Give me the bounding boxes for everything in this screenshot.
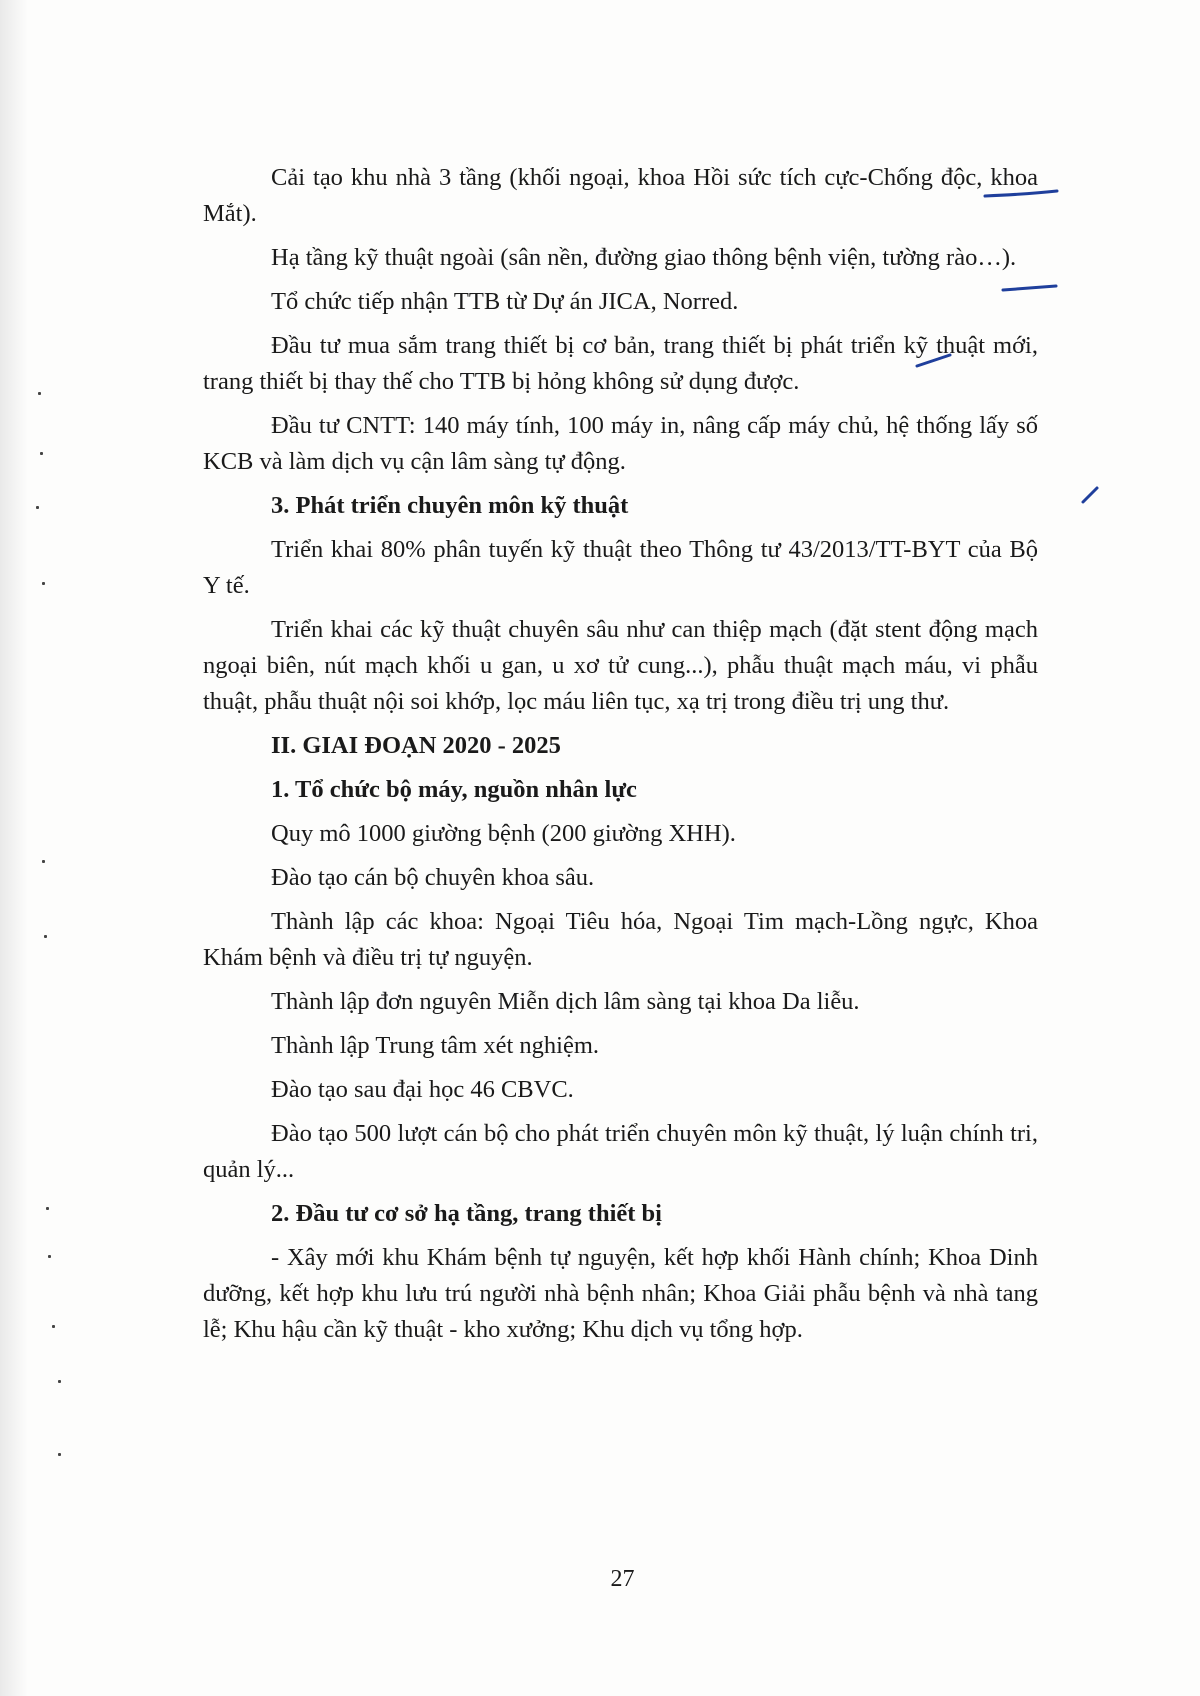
paragraph: Đầu tư CNTT: 140 máy tính, 100 máy in, nâng cấp máy chủ, hệ thống lấy số KCB và làm dịch vụ cận lâm sàng tự động.	[203, 412, 1038, 475]
scan-speck	[42, 582, 45, 585]
scan-speck	[38, 392, 41, 395]
scan-specks	[0, 0, 70, 1696]
paragraph: Đầu tư mua sắm trang thiết bị cơ bản, trang thiết bị phát triển kỹ thuật mới, trang thiết bị thay thế cho TTB bị hỏng không sử dụng được.	[203, 332, 1038, 395]
section-heading: II. GIAI ĐOẠN 2020 - 2025	[271, 732, 561, 759]
scan-speck	[46, 1207, 49, 1210]
paragraph: Quy mô 1000 giường bệnh (200 giường XHH).	[271, 820, 736, 847]
paragraph: Đào tạo cán bộ chuyên khoa sâu.	[271, 864, 595, 891]
scan-speck	[42, 860, 45, 863]
paragraph: - Xây mới khu Khám bệnh tự nguyện, kết hợp khối Hành chính; Khoa Dinh dưỡng, kết hợp khu lưu trú người nhà bệnh nhân; Khoa Giải phẫu bệnh và nhà tang lễ; Khu hậu cần kỹ thuật - kho xưởng; Khu dịch vụ tổng hợp.	[203, 1244, 1038, 1343]
pen-tick-mark	[1083, 488, 1097, 502]
paragraph: Triển khai 80% phân tuyến kỹ thuật theo Thông tư 43/2013/TT-BYT của Bộ Y tế.	[203, 536, 1038, 599]
scan-speck	[58, 1380, 61, 1383]
paragraph: Tổ chức tiếp nhận TTB từ Dự án JICA, Norred.	[271, 288, 739, 315]
paragraph: Cải tạo khu nhà 3 tầng (khối ngoại, khoa Hồi sức tích cực-Chống độc, khoa Mắt).	[203, 164, 1038, 227]
scan-speck	[48, 1255, 51, 1258]
paragraph: Thành lập Trung tâm xét nghiệm.	[271, 1032, 599, 1059]
scan-speck	[52, 1325, 55, 1328]
paragraph: Hạ tầng kỹ thuật ngoài (sân nền, đường giao thông bệnh viện, tường rào…).	[271, 244, 1017, 271]
page-number: 27	[610, 1566, 635, 1592]
paragraph: Thành lập các khoa: Ngoại Tiêu hóa, Ngoại Tim mạch-Lồng ngực, Khoa Khám bệnh và điều trị tự nguyện.	[203, 908, 1038, 971]
paragraph: Đào tạo 500 lượt cán bộ cho phát triển chuyên môn kỹ thuật, lý luận chính tri, quản lý...	[203, 1120, 1038, 1183]
scan-speck	[40, 452, 43, 455]
section-heading: 3. Phát triển chuyên môn kỹ thuật	[271, 492, 629, 519]
paragraph: Triển khai các kỹ thuật chuyên sâu như can thiệp mạch (đặt stent động mạch ngoại biên, nút mạch khối u gan, u xơ tử cung...), phẫu thuật mạch máu, vi phẫu thuật, phẫu thuật nội soi khớp, lọc máu liên tục, xạ trị trong điều trị ung thư.	[203, 616, 1038, 715]
document-body	[203, 160, 1038, 1356]
scan-speck	[44, 935, 47, 938]
section-heading: 1. Tổ chức bộ máy, nguồn nhân lực	[271, 776, 637, 803]
paragraph: Thành lập đơn nguyên Miễn dịch lâm sàng tại khoa Da liễu.	[271, 988, 860, 1015]
paragraph: Đào tạo sau đại học 46 CBVC.	[271, 1076, 574, 1103]
section-heading: 2. Đầu tư cơ sở hạ tầng, trang thiết bị	[271, 1200, 662, 1227]
scan-speck	[58, 1453, 61, 1456]
scan-speck	[36, 506, 39, 509]
